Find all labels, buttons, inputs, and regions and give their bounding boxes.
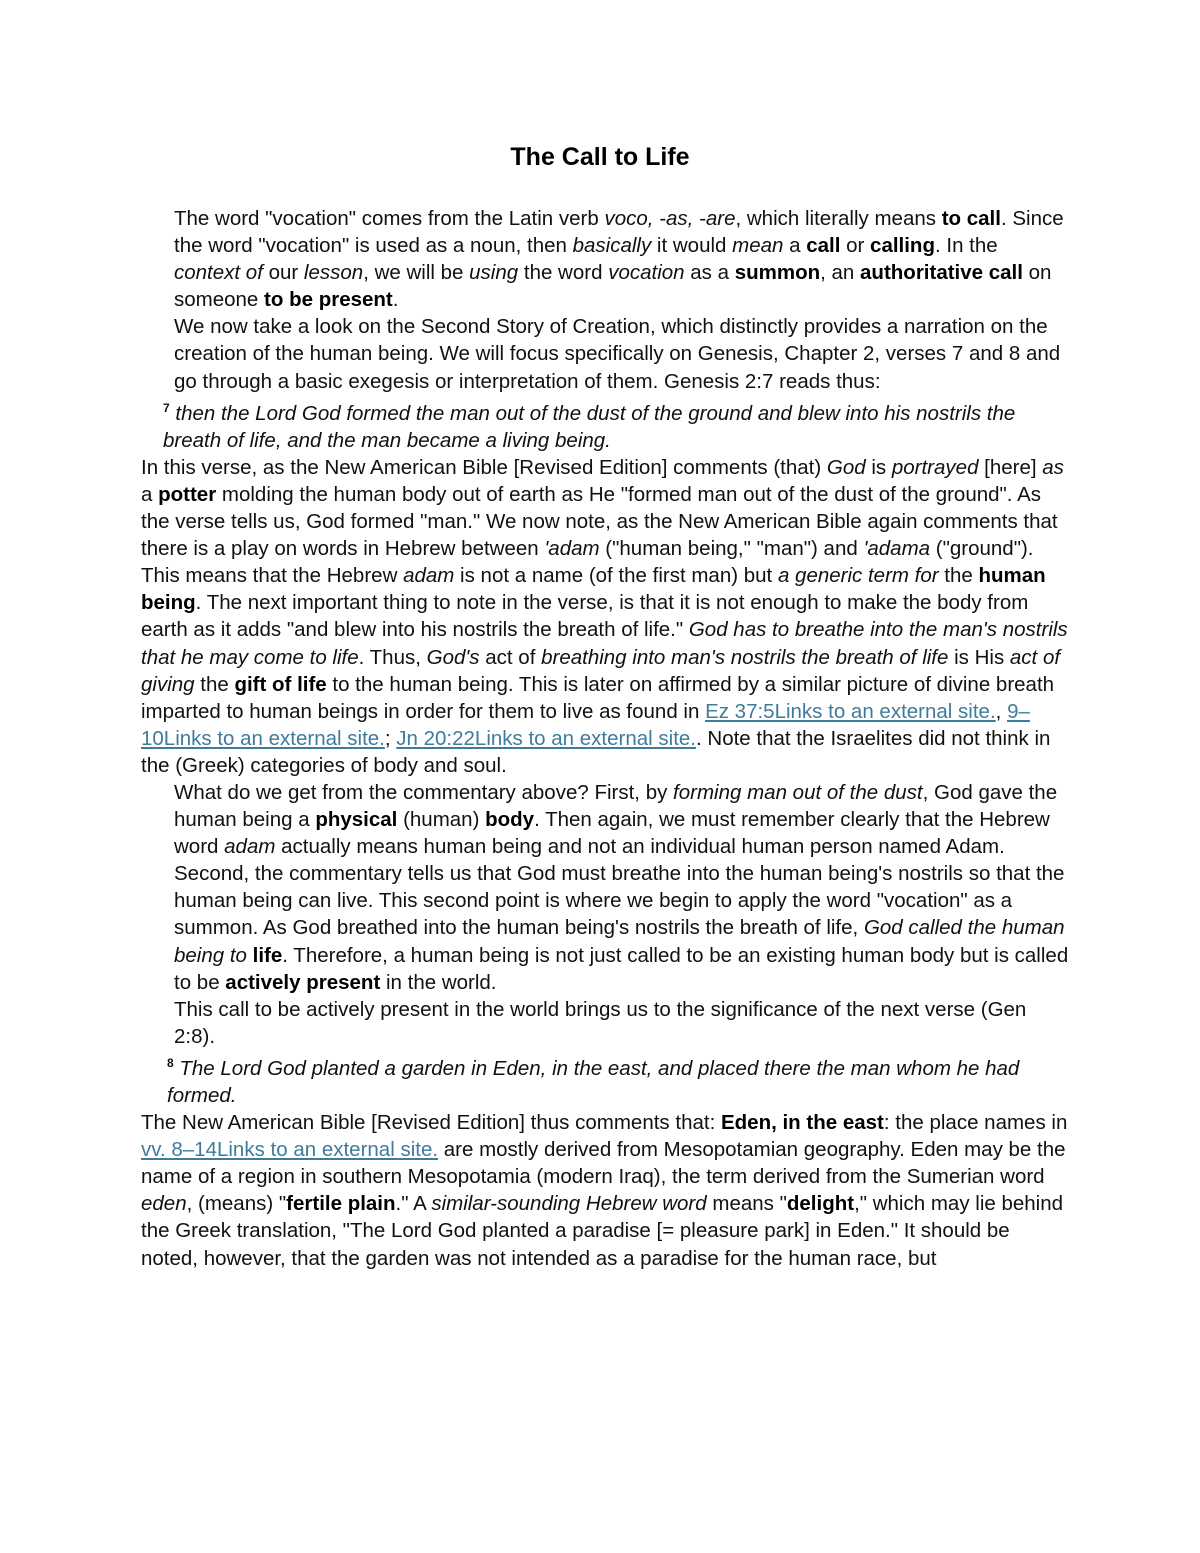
text-run: life: [252, 943, 283, 967]
text-run: , (means) ": [186, 1192, 287, 1216]
paragraph-second-story: We now take a look on the Second Story of Creation, which distinctly provides a narration on the creation of the human being. We will focus specifically on Genesis, Chapter 2, verses 7 and 8 and go through a basic exegesis or interpretation of them. Genesis 2:7 reads thus:: [174, 315, 1061, 393]
text-run: , we will be: [363, 261, 470, 285]
text-run: In this verse, as the New American Bible [Revised Edition] comments (that): [141, 455, 827, 479]
text-run: (human): [397, 808, 486, 832]
text-run: Eden, in the east: [720, 1111, 884, 1135]
text-run: similar-sounding Hebrew word: [431, 1192, 707, 1216]
text-run: God: [826, 455, 866, 479]
text-run: physical: [315, 808, 398, 832]
paragraph-analysis: [141, 779, 1069, 996]
text-run: breathing into man's nostrils the breath of life: [541, 645, 949, 669]
text-run: summon: [734, 261, 821, 285]
paragraph-vocation-definition: [141, 205, 1069, 313]
bible-verse-quote: [141, 1050, 1069, 1109]
verse-text: The Lord God planted a garden in Eden, in the east, and placed there the man whom he had formed.: [167, 1056, 1020, 1107]
text-run: portrayed: [891, 455, 979, 479]
text-run: on someone: [174, 261, 1052, 312]
text-run: gift of life: [234, 672, 327, 696]
text-run: is not a name (of the first man) but: [454, 564, 778, 588]
text-run: . In the: [934, 234, 998, 258]
text-run: God has to breathe into the man's nostrils that he may come to life: [141, 618, 1068, 669]
verse-text: then the Lord God formed the man out of the dust of the ground and blew into his nostrils the breath of life, and the man became a living being.: [163, 401, 1016, 452]
link-jn-20-22[interactable]: Jn 20:22Links to an external site.: [396, 726, 696, 750]
text-run: vocation: [608, 261, 685, 285]
text-run: context of: [174, 261, 263, 285]
text-run: the word: [518, 261, 609, 285]
text-run: authoritative call: [860, 261, 1023, 285]
text-run: ("ground"). This means that the Hebrew: [141, 537, 1034, 588]
text-run: act of: [479, 645, 542, 669]
text-run: God called the human being to: [174, 916, 1065, 967]
text-run: means ": [706, 1192, 787, 1216]
text-run: lesson: [303, 261, 364, 285]
paragraph-eden-commentary: [141, 1109, 1069, 1272]
paragraph-commentary: [141, 454, 1069, 779]
text-run: . Thus,: [358, 645, 427, 669]
text-run: in the world.: [380, 970, 497, 994]
text-run: .: [392, 288, 399, 312]
text-run: calling: [870, 234, 935, 258]
text-run: , God gave the human being a: [174, 780, 1058, 832]
text-run: , an: [820, 261, 861, 285]
text-run: mean: [732, 234, 784, 258]
text-run: : the place names in: [883, 1111, 1068, 1135]
text-run: forming man out of the dust: [673, 780, 923, 804]
text-run: . The next important thing to note in the verse, is that it is not enough to make the body from earth as it adds "and blew into his nostrils the breath of life.": [141, 591, 1029, 642]
text-run: ("human being," "man") and: [599, 537, 864, 561]
text-run: eden: [141, 1192, 187, 1216]
text-run: a: [783, 234, 807, 258]
text-run: adam: [224, 835, 276, 859]
text-run: as a: [684, 261, 735, 285]
text-run: or: [840, 234, 871, 258]
text-run: fertile plain: [286, 1192, 396, 1216]
text-run: to call: [941, 207, 1001, 230]
text-run: a generic term for: [777, 564, 939, 588]
text-run: as: [1042, 455, 1064, 479]
link-ez-37-9-10[interactable]: 9–10Links to an external site.: [141, 699, 1030, 750]
text-run: body: [485, 808, 535, 832]
text-run: is His: [948, 645, 1010, 669]
text-run: [here]: [978, 455, 1043, 479]
text-run: The word "vocation" comes from the Latin verb: [174, 207, 605, 230]
text-run: to the human being. This is later on affirmed by a similar picture of divine breath imparted to human beings in order for them to live as found in: [141, 672, 1055, 723]
text-run: actively present: [225, 970, 381, 994]
text-run: using: [469, 261, 519, 285]
text-run: actually means human being and not an individual human person named Adam. Second, the commentary tells us that God must breathe into the human being's nostrils so that the human being can live. This second point is where we begin to apply the word "vocation" as a summon. As God breathed into the human being's nostrils the breath of life,: [174, 835, 1065, 940]
text-run: adam: [403, 564, 455, 588]
text-run: basically: [572, 234, 652, 258]
verse-number: 8: [167, 1055, 174, 1070]
text-run: ." A: [395, 1192, 432, 1216]
text-run: human being: [141, 564, 1046, 615]
text-run: . Then again, we must remember clearly that the Hebrew word: [174, 808, 1050, 859]
text-run: God's: [426, 645, 480, 669]
text-run: the: [194, 672, 235, 696]
text-run: . Since the word "vocation" is used as a noun, then: [174, 207, 1064, 258]
text-run: ;: [384, 726, 397, 750]
text-run: ,: [995, 699, 1008, 723]
text-run: The New American Bible [Revised Edition] thus comments that:: [141, 1111, 721, 1135]
text-run: ," which may lie behind the Greek translation, "The Lord God planted a paradise [= pleasure park] in Eden." It should be noted, however, that the garden was not intended as a paradise for the human race, but: [141, 1192, 1064, 1270]
text-run: call: [806, 234, 841, 258]
text-run: molding the human body out of earth as He "formed man out of the dust of the ground". As the verse tells us, God formed "man." We now note, as the New American Bible again comments that there is a play on words in Hebrew between: [141, 482, 1058, 561]
text-run: potter: [158, 482, 217, 506]
paragraph-next-verse: This call to be actively present in the world brings us to the significance of the next verse (Gen 2:8).: [174, 997, 1027, 1048]
text-run: What do we get from the commentary above? First, by: [174, 780, 674, 804]
text-run: are mostly derived from Mesopotamian geography. Eden may be the name of a region in southern Mesopotamia (modern Iraq), the term derived from the Sumerian word: [141, 1138, 1066, 1189]
text-run: voco, -as, -are: [604, 207, 736, 230]
document-body: [141, 205, 1069, 1272]
verse-number: 7: [163, 400, 170, 415]
text-run: is: [865, 455, 892, 479]
link-ez-37-5[interactable]: Ez 37:5Links to an external site.: [705, 699, 996, 723]
text-run: 'adam: [544, 537, 600, 561]
text-run: our: [262, 261, 304, 285]
text-run: , which literally means: [735, 207, 942, 230]
text-run: act of giving: [141, 645, 1061, 696]
text-run: delight: [786, 1192, 855, 1216]
page-title: The Call to Life: [510, 143, 690, 171]
text-run: it would: [651, 234, 733, 258]
link-vv-8-14[interactable]: vv. 8–14Links to an external site.: [141, 1138, 439, 1162]
text-run: . Therefore, a human being is not just called to be an existing human body but is called to be: [174, 943, 1069, 994]
text-run: the: [938, 564, 979, 588]
bible-verse-quote: [141, 395, 1069, 454]
text-run: 'adama: [863, 537, 931, 561]
text-run: . Note that the Israelites did not think in the (Greek) categories of body and soul.: [141, 726, 1051, 777]
text-run: a: [141, 482, 159, 506]
text-run: to be present: [264, 288, 393, 312]
